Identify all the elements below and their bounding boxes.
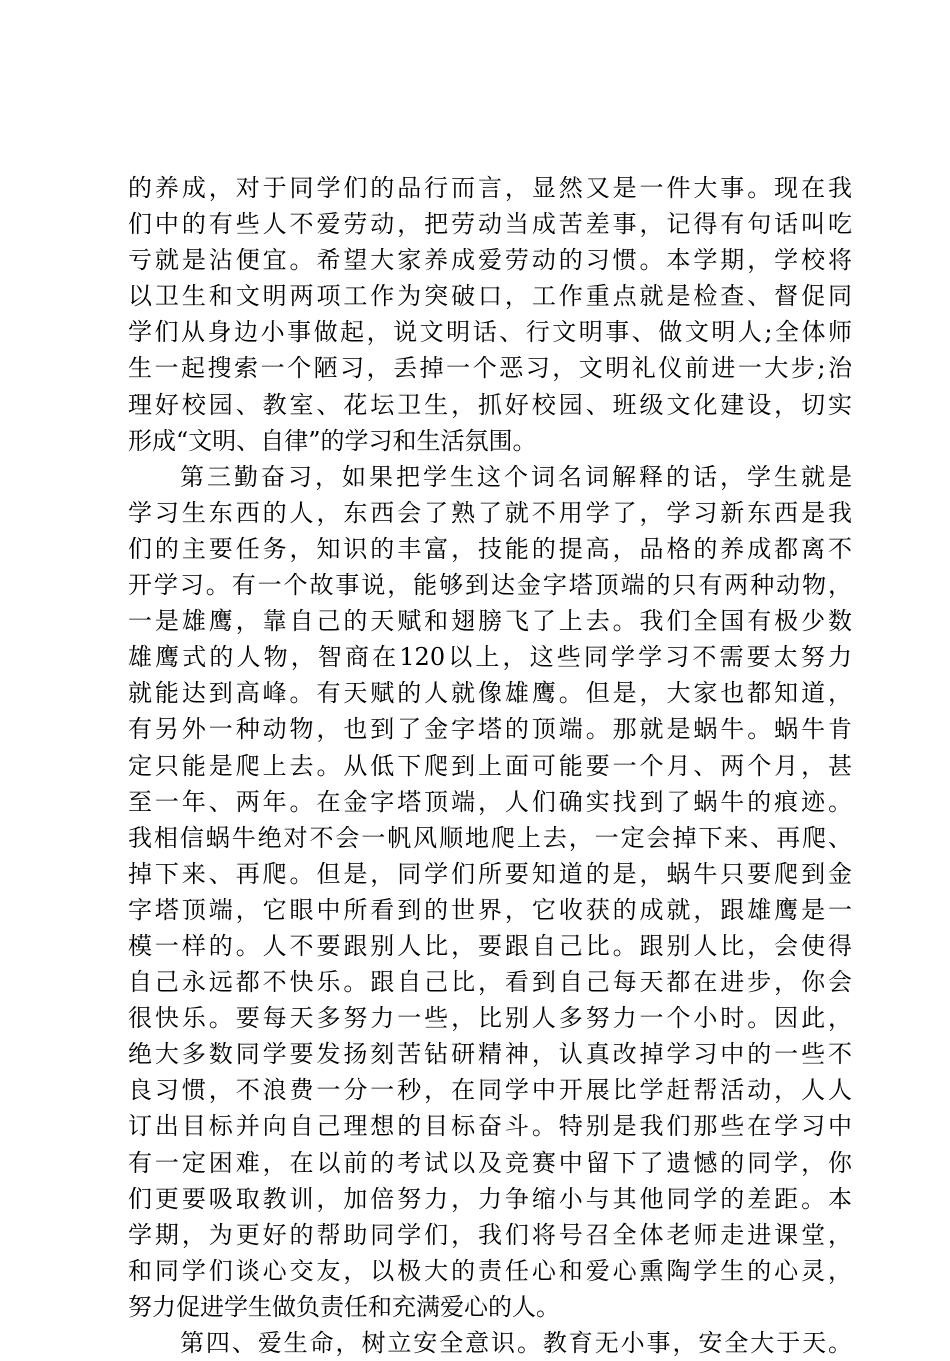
text-line: 模一样的。人不要跟别人比，要跟自己比。跟别人比，会使得 — [128, 931, 852, 960]
text-line: 有另外一种动物，也到了金字塔的顶端。那就是蜗牛。蜗牛肯 — [128, 715, 852, 744]
text-line: 字塔顶端，它眼中所看到的世界，它收获的成就，跟雄鹰是一 — [128, 895, 852, 924]
text-line: 的养成，对于同学们的品行而言，显然又是一件大事。现在我 — [128, 174, 852, 202]
text-line: 绝大多数同学要发扬刻苦钻研精神，认真改掉学习中的一些不 — [128, 1040, 852, 1069]
text-line: 生一起搜索一个陋习，丢掉一个恶习，文明礼仪前进一大步;治 — [128, 354, 852, 383]
text-line: 亏就是沾便宜。希望大家养成爱劳动的习惯。本学期，学校将 — [128, 246, 852, 275]
text-line: 们更要吸取教训，加倍努力，力争缩小与其他同学的差距。本 — [128, 1184, 852, 1213]
text-line: 和同学们谈心交友，以极大的责任心和爱心熏陶学生的心灵， — [128, 1256, 852, 1285]
text-line: 努力促进学生做负责任和充满爱心的人。 — [128, 1292, 560, 1321]
text-line: 开学习。有一个故事说，能够到达金字塔顶端的只有两种动物， — [128, 571, 852, 600]
text-line: 们的主要任务，知识的丰富，技能的提高，品格的养成都离不 — [128, 534, 852, 563]
text-line: 雄鹰式的人物，智商在120以上，这些同学学习不需要太努力 — [128, 643, 852, 672]
text-line: 我相信蜗牛绝对不会一帆风顺地爬上去，一定会掉下来、再爬、 — [128, 823, 852, 852]
body-text — [128, 170, 852, 1361]
text-line: 以卫生和文明两项工作为突破口，工作重点就是检查、督促同 — [128, 282, 852, 311]
text-line: 一是雄鹰，靠自己的天赋和翅膀飞了上去。我们全国有极少数 — [128, 607, 852, 636]
text-line: 们中的有些人不爱劳动，把劳动当成苦差事，记得有句话叫吃 — [128, 210, 852, 239]
text-line: 很快乐。要每天多努力一些，比别人多努力一个小时。因此， — [128, 1004, 852, 1033]
text-line: 学习生东西的人，东西会了熟了就不用学了，学习新东西是我 — [128, 498, 852, 527]
text-line: 理好校园、教室、花坛卫生，抓好校园、班级文化建设，切实 — [128, 390, 852, 419]
text-line: 定只能是爬上去。从低下爬到上面可能要一个月、两个月，甚 — [128, 751, 852, 780]
text-line: 自己永远都不快乐。跟自己比，看到自己每天都在进步，你会 — [128, 968, 852, 997]
text-line: 有一定困难，在以前的考试以及竞赛中留下了遗憾的同学，你 — [128, 1148, 852, 1177]
text-line: 至一年、两年。在金字塔顶端，人们确实找到了蜗牛的痕迹。 — [128, 787, 852, 816]
text-line: 订出目标并向自己理想的目标奋斗。特别是我们那些在学习中 — [128, 1112, 852, 1141]
paragraph-start-line: 第三勤奋习，如果把学生这个词名词解释的话，学生就是 — [180, 462, 852, 491]
text-line: 学们从身边小事做起，说文明话、行文明事、做文明人;全体师 — [128, 318, 852, 347]
text-line: 就能达到高峰。有天赋的人就像雄鹰。但是，大家也都知道， — [128, 679, 852, 708]
text-line: 形成“文明、自律”的学习和生活氛围。 — [128, 426, 537, 455]
text-line: 学期，为更好的帮助同学们，我们将号召全体老师走进课堂， — [128, 1220, 852, 1249]
text-line: 掉下来、再爬。但是，同学们所要知道的是，蜗牛只要爬到金 — [128, 859, 852, 888]
paragraph-start-line: 第四、爱生命，树立安全意识。教育无小事，安全大于天。 — [180, 1329, 852, 1357]
text-line: 良习惯，不浪费一分一秒，在同学中开展比学赶帮活动，人人 — [128, 1076, 852, 1105]
